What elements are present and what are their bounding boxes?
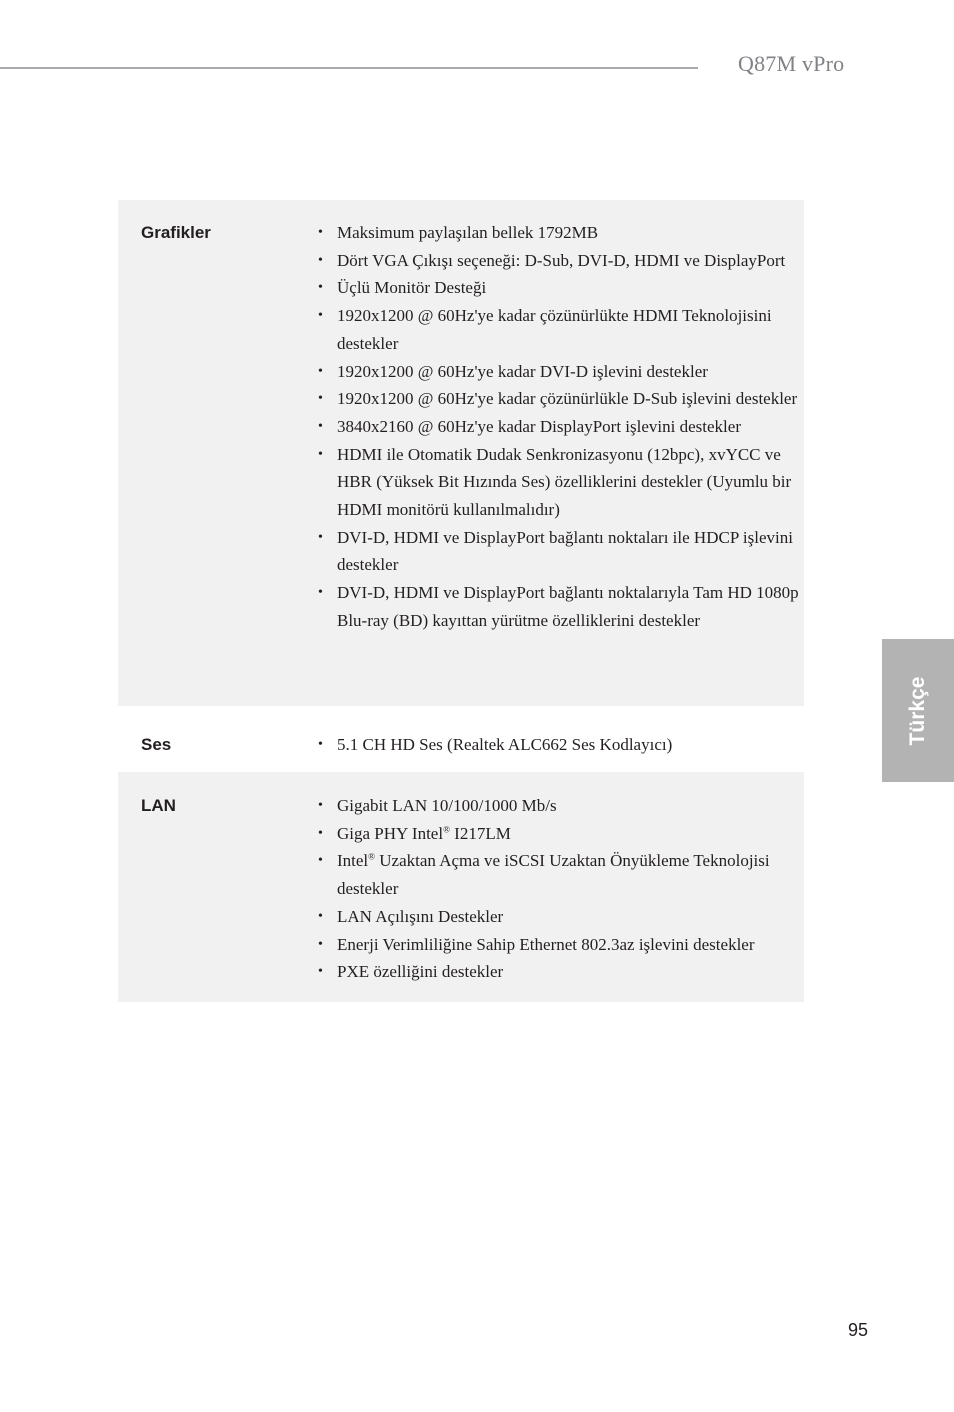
spec-item-text: Dört VGA Çıkışı seçeneği: D-Sub, DVI-D, HDMI ve DisplayPort xyxy=(337,250,786,270)
bullet-icon: • xyxy=(318,798,323,813)
spec-item xyxy=(317,219,803,247)
spec-item-text: Giga PHY Intel® I217LM xyxy=(337,823,511,843)
spec-row-graphics xyxy=(118,200,804,706)
spec-item-text: 1920x1200 @ 60Hz'ye kadar çözünürlükte HDMI Teknolojisini destekler xyxy=(337,306,772,353)
bullet-icon: • xyxy=(318,529,323,545)
spec-item xyxy=(317,441,803,524)
spec-item-text: LAN Açılışını Destekler xyxy=(337,906,504,926)
spec-item xyxy=(317,903,803,931)
spec-items-graphics xyxy=(317,219,803,706)
spec-item xyxy=(317,847,803,902)
spec-item xyxy=(317,274,803,302)
bullet-icon: • xyxy=(318,308,323,324)
spec-item xyxy=(317,731,803,759)
spec-item-text: Gigabit LAN 10/100/1000 Mb/s xyxy=(337,796,557,815)
spec-item xyxy=(317,820,803,848)
spec-item-text: 3840x2160 @ 60Hz'ye kadar DisplayPort işlevini destekler xyxy=(337,416,741,436)
spec-item xyxy=(317,931,803,959)
bullet-icon: • xyxy=(318,446,323,462)
spec-item-text: 5.1 CH HD Ses (Realtek ALC662 Ses Kodlayıcı) xyxy=(337,735,673,754)
bullet-icon: • xyxy=(318,252,323,268)
spec-item xyxy=(317,792,803,820)
spec-label-graphics: Grafikler xyxy=(141,223,211,242)
page-number: 95 xyxy=(848,1320,869,1340)
spec-row-lan xyxy=(118,772,804,1002)
language-tab xyxy=(882,639,954,782)
bullet-icon: • xyxy=(318,936,323,952)
spec-item-text: PXE özelliğini destekler xyxy=(337,962,504,982)
spec-item-text: Üçlü Monitör Desteği xyxy=(337,278,487,298)
bullet-icon: • xyxy=(318,363,323,379)
spec-item-text: Intel® Uzaktan Açma ve iSCSI Uzaktan Önyükleme Teknolojisi destekler xyxy=(337,851,770,899)
spec-item xyxy=(317,385,803,413)
spec-label-lan: LAN xyxy=(141,796,176,815)
spec-item xyxy=(317,247,803,275)
bullet-icon: • xyxy=(318,964,323,980)
model-title: Q87M vPro xyxy=(738,51,845,76)
spec-item-text: Enerji Verimliliğine Sahip Ethernet 802.3az işlevini destekler xyxy=(337,934,755,954)
spec-item-text: HDMI ile Otomatik Dudak Senkronizasyonu (12bpc), xvYCC ve HBR (Yüksek Bit Hızında Ses) özelliklerini destekler (Uyumlu bir HDMI monitörü kullanılmalıdır) xyxy=(337,444,792,520)
bullet-icon: • xyxy=(318,418,323,434)
spec-item xyxy=(317,302,803,357)
spec-item xyxy=(317,413,803,441)
spec-label-audio: Ses xyxy=(141,735,172,754)
bullet-icon: • xyxy=(318,585,323,601)
header-rule xyxy=(0,67,698,69)
spec-item-text: 1920x1200 @ 60Hz'ye kadar çözünürlükle D-Sub işlevini destekler xyxy=(337,389,798,409)
spec-items-audio xyxy=(317,731,803,772)
spec-item-text: 1920x1200 @ 60Hz'ye kadar DVI-D işlevini destekler xyxy=(337,361,708,381)
spec-item xyxy=(317,958,803,986)
spec-item-text: DVI-D, HDMI ve DisplayPort bağlantı noktaları ile HDCP işlevini destekler xyxy=(337,527,793,575)
spec-item xyxy=(317,579,803,634)
bullet-icon: • xyxy=(318,825,323,841)
spec-item-text: Maksimum paylaşılan bellek 1792MB xyxy=(337,223,599,242)
bullet-icon: • xyxy=(318,225,323,240)
bullet-icon: • xyxy=(318,280,323,296)
spec-item xyxy=(317,358,803,386)
spec-table xyxy=(118,200,804,1002)
bullet-icon: • xyxy=(318,908,323,924)
spec-row-audio xyxy=(118,706,804,772)
bullet-icon: • xyxy=(318,853,323,869)
bullet-icon: • xyxy=(318,737,323,752)
spec-items-lan xyxy=(317,792,803,1002)
spec-item xyxy=(317,524,803,579)
language-tab-label: Türkçe xyxy=(906,676,929,745)
bullet-icon: • xyxy=(318,391,323,407)
spec-item-text: DVI-D, HDMI ve DisplayPort bağlantı noktalarıyla Tam HD 1080p Blu-ray (BD) kayıttan yürütme özelliklerini destekler xyxy=(337,583,799,630)
